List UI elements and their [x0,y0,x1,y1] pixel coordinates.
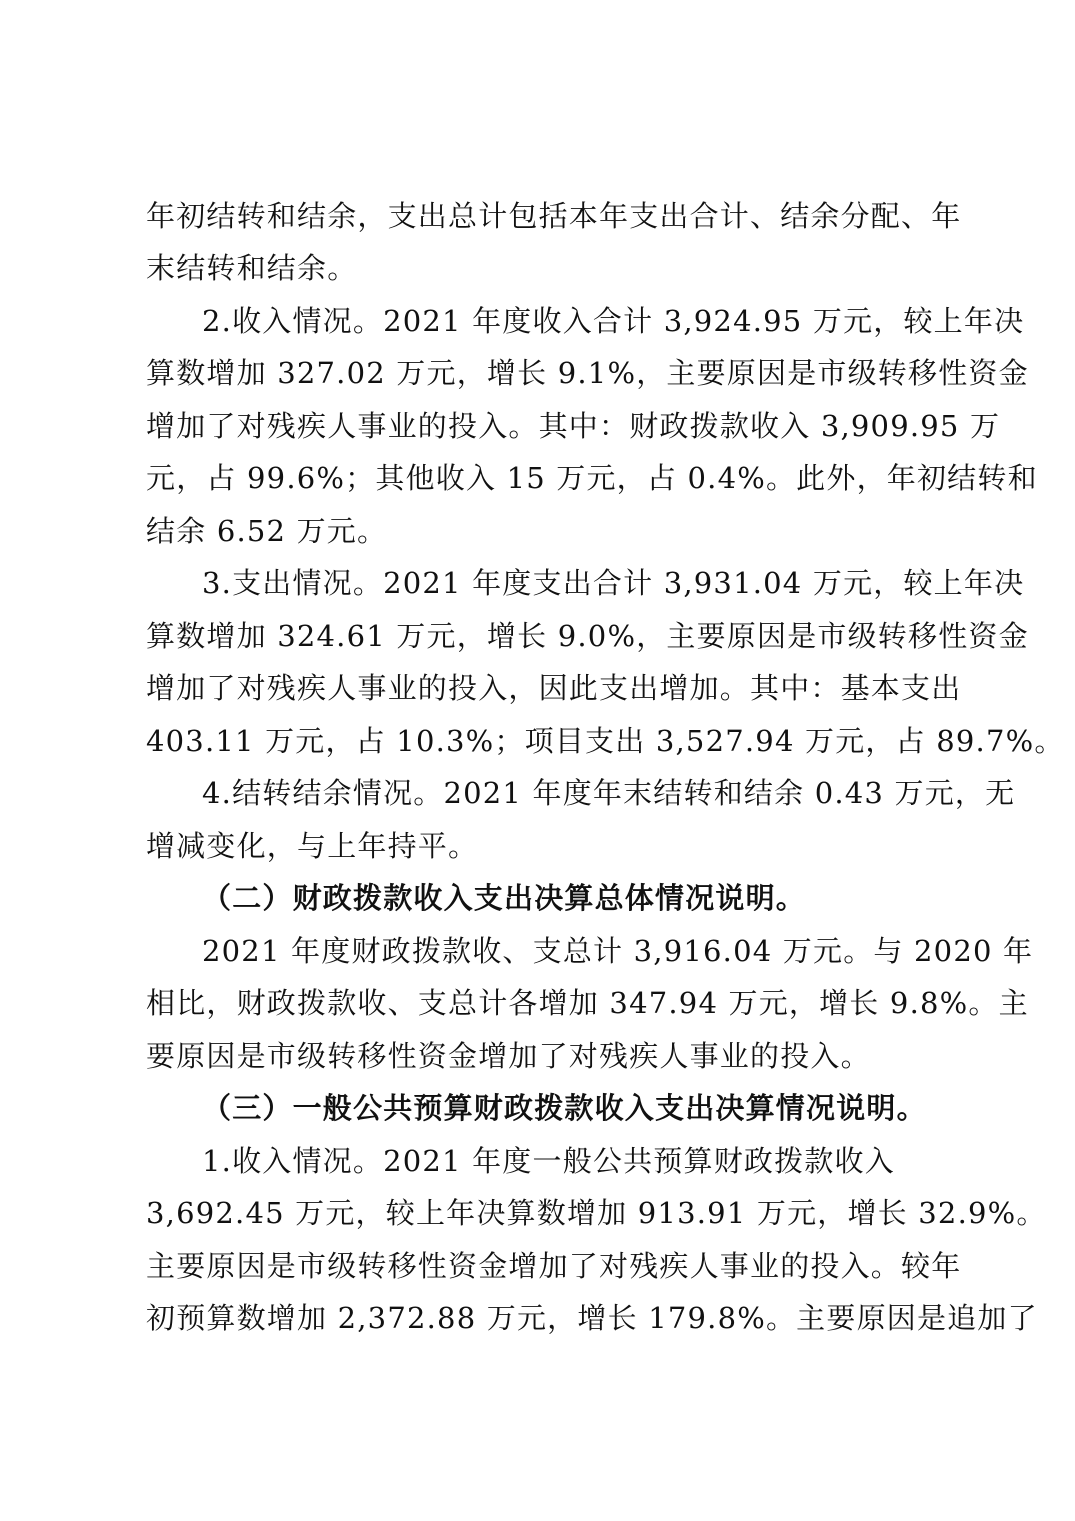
paragraph-line: 2.收入情况。2021 年度收入合计 3,924.95 万元，较上年决 [202,304,1025,338]
paragraph-line: 2021 年度财政拨款收、支总计 3,916.04 万元。与 2020 年 [202,934,1034,968]
paragraph-line: 要原因是市级转移性资金增加了对残疾人事业的投入。 [146,1039,871,1073]
paragraph-line: 增减变化，与上年持平。 [146,829,479,863]
paragraph-line: 403.11 万元，占 10.3%；项目支出 3,527.94 万元，占 89.7%。 [146,724,1065,758]
paragraph-line: 初预算数增加 2,372.88 万元，增长 179.8%。主要原因是追加了 [146,1301,1038,1335]
paragraph-line: 年初结转和结余，支出总计包括本年支出合计、结余分配、年 [146,199,962,233]
paragraph-line: 末结转和结余。 [146,251,358,285]
paragraph-line: 4.结转结余情况。2021 年度年末结转和结余 0.43 万元，无 [202,776,1016,810]
paragraph-line: 增加了对残疾人事业的投入，因此支出增加。其中：基本支出 [146,671,962,705]
section-heading: （二）财政拨款收入支出决算总体情况说明。 [202,881,807,915]
paragraph-line: 相比，财政拨款收、支总计各增加 347.94 万元，增长 9.8%。主 [146,986,1029,1020]
paragraph-line: 主要原因是市级转移性资金增加了对残疾人事业的投入。较年 [146,1249,962,1283]
section-heading: （三）一般公共预算财政拨款收入支出决算情况说明。 [202,1091,927,1125]
paragraph-line: 结余 6.52 万元。 [146,514,388,548]
paragraph-line: 元，占 99.6%；其他收入 15 万元，占 0.4%。此外，年初结转和 [146,461,1038,495]
paragraph-line: 算数增加 324.61 万元，增长 9.0%，主要原因是市级转移性资金 [146,619,1029,653]
paragraph-line: 算数增加 327.02 万元，增长 9.1%，主要原因是市级转移性资金 [146,356,1029,390]
paragraph-line: 1.收入情况。2021 年度一般公共预算财政拨款收入 [202,1144,895,1178]
paragraph-line: 3.支出情况。2021 年度支出合计 3,931.04 万元，较上年决 [202,566,1025,600]
paragraph-line: 3,692.45 万元，较上年决算数增加 913.91 万元，增长 32.9%。 [146,1196,1047,1230]
paragraph-line: 增加了对残疾人事业的投入。其中：财政拨款收入 3,909.95 万 [146,409,1001,443]
